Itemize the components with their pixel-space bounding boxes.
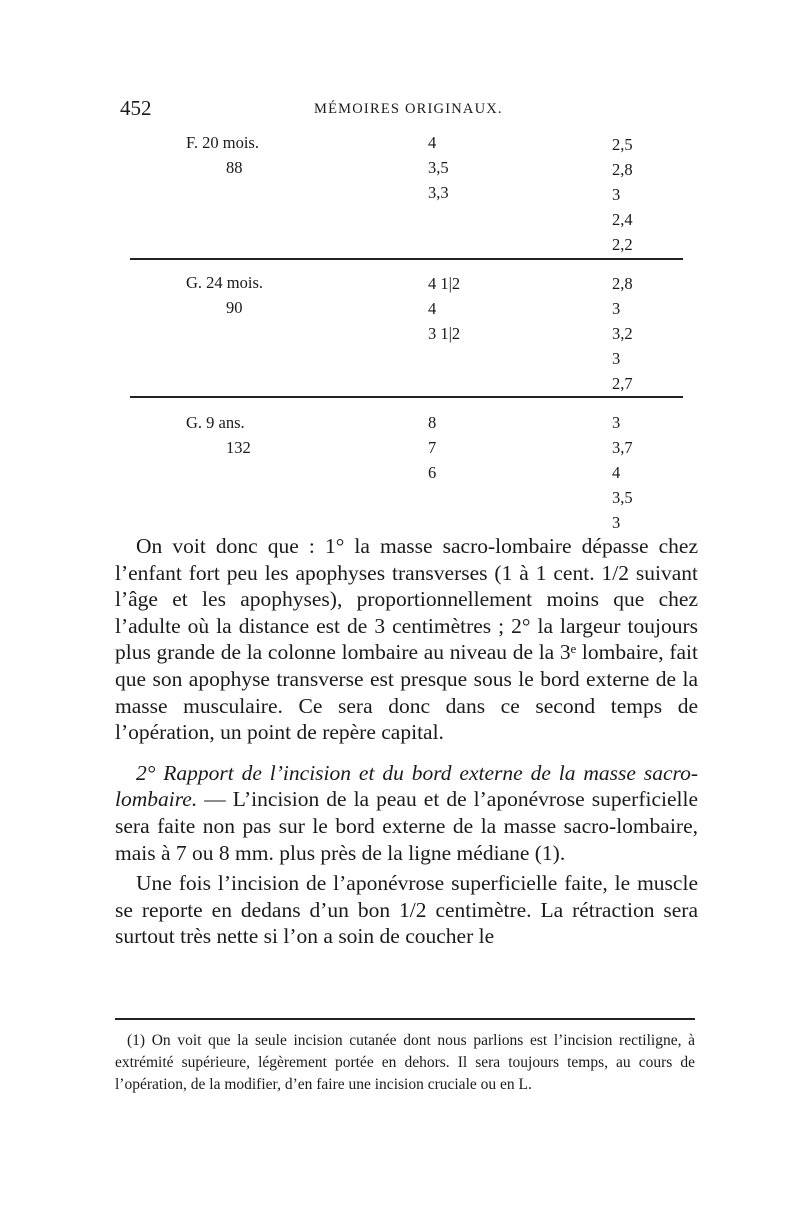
table-cell: 2,2 <box>612 235 633 254</box>
table-cell: 4 <box>428 133 437 152</box>
table-cell: 3 <box>612 413 621 432</box>
page-number: 452 <box>120 96 152 120</box>
group-label: G. 24 mois. <box>186 273 264 292</box>
table-cell: 2,8 <box>612 160 633 179</box>
paragraph <box>115 760 698 866</box>
group-sublabel: 132 <box>226 438 251 457</box>
group-label: G. 9 ans. <box>186 413 245 432</box>
table-cell: 7 <box>428 438 437 457</box>
body-text <box>115 533 698 950</box>
table-cell: 4 <box>428 299 437 318</box>
table-cell: 3 1|2 <box>428 324 461 343</box>
section-heading: 2° Rapport de l’incision et du bord externe de la masse sacro-lombaire. <box>115 760 698 812</box>
group-label: F. 20 mois. <box>186 133 259 152</box>
footnote: (1) On voit que la seule incision cutanée dont nous parlions est l’incision rectiligne, à extrémité supérieure, légèrement portée en dehors. Il sera toujours temps, au cours de l’opération, de la modifier, d’en faire une incision cruciale ou en L. <box>115 1032 695 1094</box>
running-title: MÉMOIRES ORIGINAUX. <box>314 101 503 117</box>
paragraph-text: — L’incision de la peau et de l’aponévrose superficielle sera faite non pas sur le bord externe de la masse sacro-lombaire, mais à 7 ou 8 mm. plus près de la ligne médiane (1). <box>115 787 698 865</box>
table-rule <box>130 258 683 260</box>
table-cell: 3 <box>612 299 621 318</box>
table-cell: 2,5 <box>612 135 633 154</box>
footnote-rule <box>115 1018 695 1020</box>
table-cell: 3 <box>612 185 621 204</box>
group-sublabel: 90 <box>226 298 243 317</box>
table-cell: 2,8 <box>612 274 633 293</box>
table-cell: 6 <box>428 463 437 482</box>
table-cell: 2,4 <box>612 210 633 229</box>
table-cell: 2,7 <box>612 374 633 393</box>
table-cell: 3,5 <box>612 488 633 507</box>
table-cell: 3 <box>612 513 621 532</box>
table-cell: 3 <box>612 349 621 368</box>
paragraph: Une fois l’incision de l’aponévrose superficielle faite, le muscle se reporte en dedans d’un bon 1/2 centimètre. La rétraction sera surtout très nette si l’on a soin de coucher le <box>115 871 698 949</box>
table-cell: 4 <box>612 463 621 482</box>
table-cell: 4 1|2 <box>428 274 461 293</box>
table-cell: 3,5 <box>428 158 449 177</box>
table-rule <box>130 396 683 398</box>
table-cell: 3,3 <box>428 183 449 202</box>
table-cell: 8 <box>428 413 437 432</box>
paragraph: On voit donc que : 1° la masse sacro-lombaire dépasse chez l’enfant fort peu les apophyses transverses (1 à 1 cent. 1/2 suivant l’âge et les apophyses), proportionnellement moins que chez l’adulte où la distance est de 3 centimètres ; 2° la largeur toujours plus grande de la colonne lombaire au niveau de la 3ᵉ lombaire, fait que son apophyse transverse est presque sous le bord externe de la masse musculaire. Ce sera donc dans ce second temps de l’opération, un point de repère capital. <box>115 534 698 745</box>
group-sublabel: 88 <box>226 158 243 177</box>
table-cell: 3,7 <box>612 438 633 457</box>
table-cell: 3,2 <box>612 324 633 343</box>
